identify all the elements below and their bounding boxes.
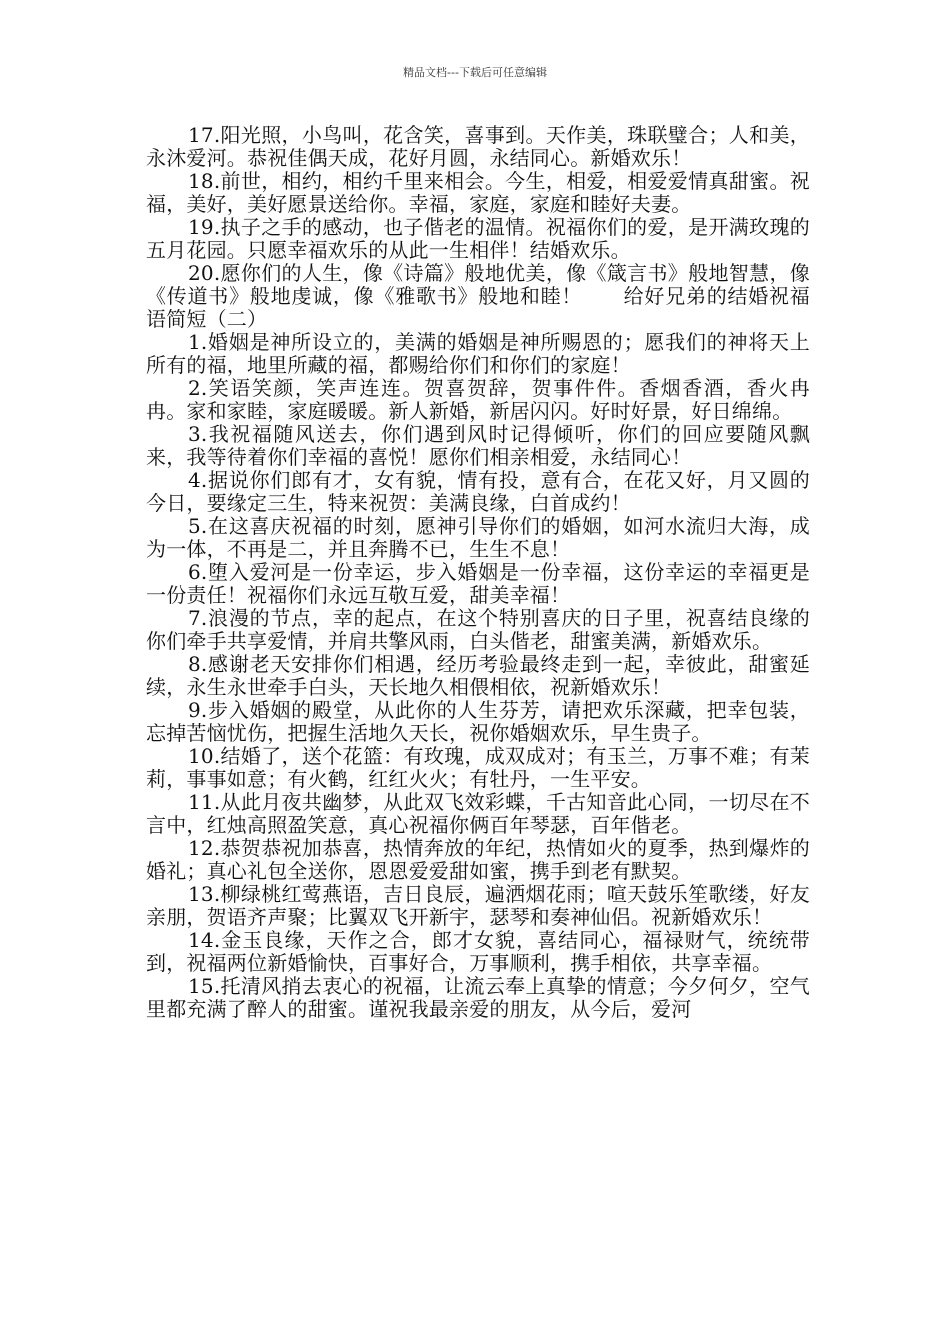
paragraph-17: 17.阳光照，小鸟叫，花含笑，喜事到。天作美，珠联璧合；人和美，永沐爱河。恭祝佳偶天成，花好月圆，永结同心。新婚欢乐！ bbox=[146, 123, 810, 170]
paragraph-5: 5.在这喜庆祝福的时刻，愿神引导你们的婚姻，如河水流归大海，成为一体，不再是二，并且奔腾不已，生生不息！ bbox=[146, 514, 810, 561]
paragraph-6: 6.堕入爱河是一份幸运，步入婚姻是一份幸福，这份幸运的幸福更是一份责任！祝福你们永远互敬互爱，甜美幸福！ bbox=[146, 560, 810, 607]
paragraph-19: 19.执子之手的感动，也子偕老的温情。祝福你们的爱，是开满玫瑰的五月花园。只愿幸福欢乐的从此一生相伴！结婚欢乐。 bbox=[146, 215, 810, 262]
paragraph-20: 20.愿你们的人生，像《诗篇》般地优美，像《箴言书》般地智慧，像《传道书》般地虔诚，像《雅歌书》般地和睦！ 给好兄弟的结婚祝福语简短（二） bbox=[146, 261, 810, 331]
paragraph-10: 10.结婚了，送个花篮：有玫瑰，成双成对；有玉兰，万事不难；有茉莉，事事如意；有火鹤，红红火火；有牡丹，一生平安。 bbox=[146, 744, 810, 791]
paragraph-3: 3.我祝福随风送去，你们遇到风时记得倾听，你们的回应要随风飘来，我等待着你们幸福的喜悦！愿你们相亲相爱，永结同心！ bbox=[146, 422, 810, 469]
paragraph-18: 18.前世，相约，相约千里来相会。今生，相爱，相爱爱情真甜蜜。祝福，美好，美好愿景送给你。幸福，家庭，家庭和睦好夫妻。 bbox=[146, 169, 810, 216]
paragraph-7: 7.浪漫的节点，幸的起点，在这个特别喜庆的日子里，祝喜结良缘的你们牵手共享爱情，并肩共擎风雨，白头偕老，甜蜜美满，新婚欢乐。 bbox=[146, 606, 810, 653]
paragraph-11: 11.从此月夜共幽梦，从此双飞效彩蝶，千古知音此心同，一切尽在不言中，红烛高照盈笑意，真心祝福你俩百年琴瑟，百年偕老。 bbox=[146, 790, 810, 837]
paragraph-1: 1.婚姻是神所设立的，美满的婚姻是神所赐恩的；愿我们的神将天上所有的福，地里所藏的福，都赐给你们和你们的家庭！ bbox=[146, 330, 810, 377]
paragraph-4: 4.据说你们郎有才，女有貌，情有投，意有合，在花又好，月又圆的今日，要缘定三生，特来祝贺：美满良缘，白首成约！ bbox=[146, 468, 810, 515]
paragraph-9: 9.步入婚姻的殿堂，从此你的人生芬芳，请把欢乐深藏，把幸包装，忘掉苦恼忧伤，把握生活地久天长，祝你婚姻欢乐，早生贵子。 bbox=[146, 698, 810, 745]
paragraph-12: 12.恭贺恭祝加恭喜，热情奔放的年纪，热情如火的夏季，热到爆炸的婚礼；真心礼包全送你，恩恩爱爱甜如蜜，携手到老有默契。 bbox=[146, 836, 810, 883]
page-header: 精品文档---下载后可任意编辑 bbox=[403, 66, 547, 79]
paragraph-14: 14.金玉良缘，天作之合，郎才女貌，喜结同心，福禄财气，统统带到，祝福两位新婚愉快，百事好合，万事顺利，携手相依，共享幸福。 bbox=[146, 928, 810, 975]
document-body bbox=[146, 124, 810, 1021]
paragraph-2: 2.笑语笑颜，笑声连连。贺喜贺辞，贺事件件。香烟香酒，香火冉冉。家和家睦，家庭暖暖。新人新婚，新居闪闪。好时好景，好日绵绵。 bbox=[146, 376, 810, 423]
paragraph-13: 13.柳绿桃红莺燕语，吉日良辰，遍洒烟花雨；喧天鼓乐笙歌缕，好友亲朋，贺语齐声聚；比翼双飞开新宇，瑟琴和奏神仙侣。祝新婚欢乐！ bbox=[146, 882, 810, 929]
paragraph-15: 15.托清风捎去衷心的祝福，让流云奉上真挚的情意；今夕何夕，空气里都充满了醉人的甜蜜。谨祝我最亲爱的朋友，从今后，爱河 bbox=[146, 974, 810, 1021]
paragraph-8: 8.感谢老天安排你们相遇，经历考验最终走到一起，幸彼此，甜蜜延续，永生永世牵手白头，天长地久相偎相依，祝新婚欢乐！ bbox=[146, 652, 810, 699]
